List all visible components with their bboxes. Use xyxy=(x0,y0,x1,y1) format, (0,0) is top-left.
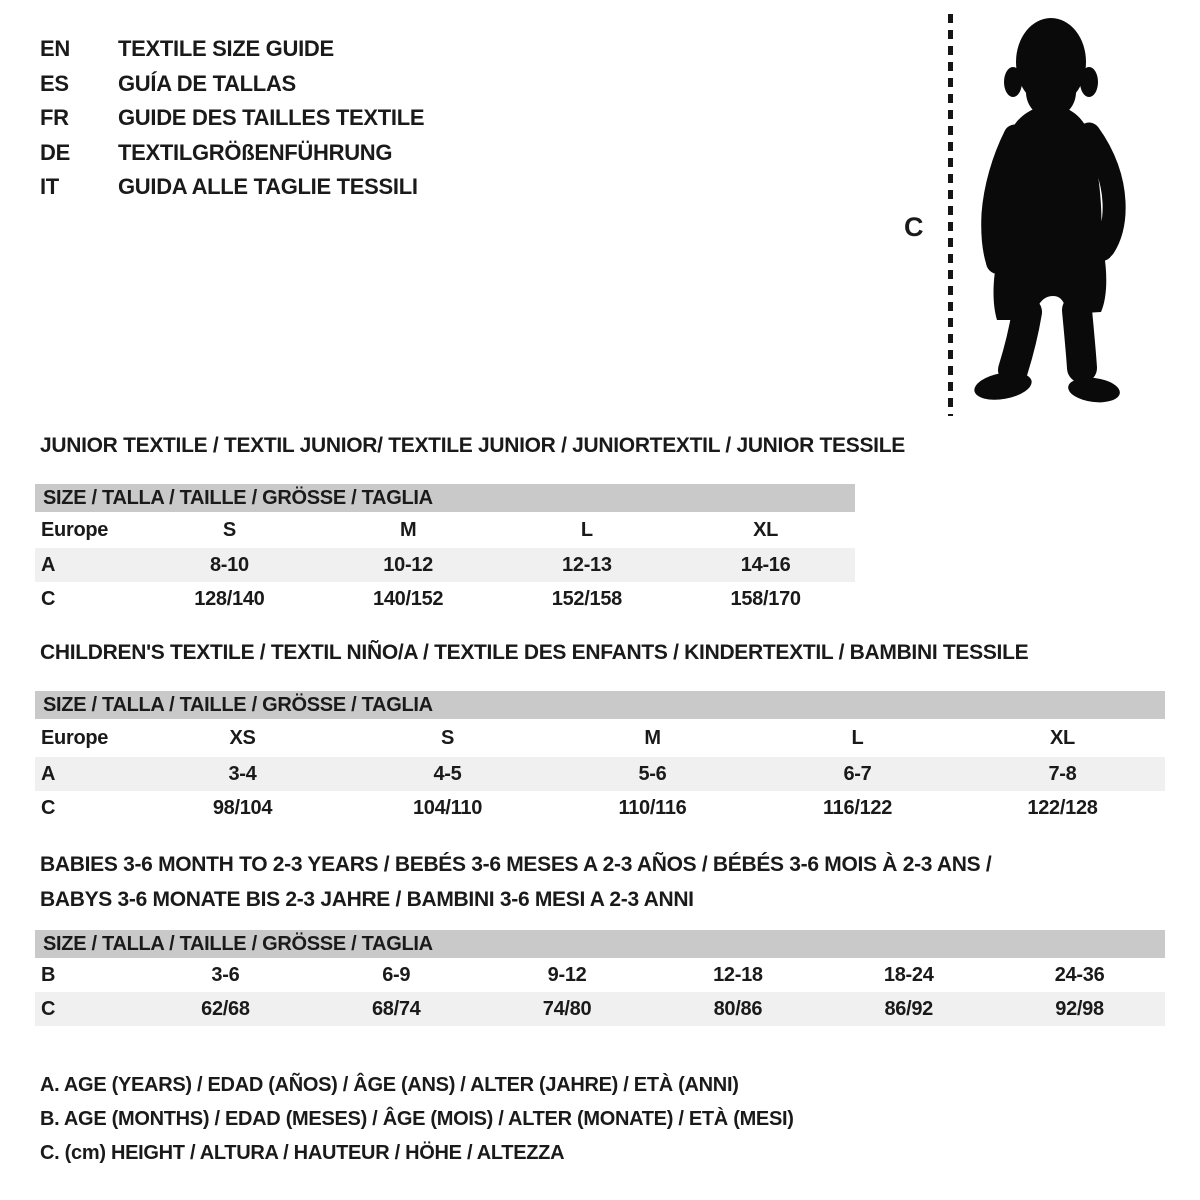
lang-row-it xyxy=(40,170,424,205)
babies-table-title xyxy=(40,847,991,917)
height-measure-label: C xyxy=(904,212,924,242)
lang-title: GUIDE DES TAILLES TEXTILE xyxy=(118,105,425,130)
babies-size-table xyxy=(35,958,1165,1026)
row-label-cell: C xyxy=(41,796,56,819)
table-row xyxy=(35,719,1165,757)
lang-row-de xyxy=(40,136,424,171)
cell: 104/110 xyxy=(412,796,483,819)
babies-title-line1: BABIES 3-6 MONTH TO 2-3 YEARS / BEBÉS 3-6 MESES A 2-3 AÑOS / BÉBÉS 3-6 MOIS À 2-3 ANS / xyxy=(40,853,992,876)
legend-line-a: A. AGE (YEARS) / EDAD (AÑOS) / ÂGE (ANS) / ALTER (JAHRE) / ETÀ (ANNI) xyxy=(40,1074,739,1096)
children-size-table xyxy=(35,719,1165,825)
row-label-cell: B xyxy=(41,963,56,986)
toddler-silhouette xyxy=(963,12,1141,416)
cell: 8-10 xyxy=(209,553,249,576)
children-table-title: CHILDREN'S TEXTILE / TEXTIL NIÑO/A / TEXTILE DES ENFANTS / KINDERTEXTIL / BAMBINI TESSILE xyxy=(40,641,1029,664)
cell: 80/86 xyxy=(713,997,763,1020)
cell: 116/122 xyxy=(822,796,893,819)
cell: 92/98 xyxy=(1055,997,1104,1020)
cell: 152/158 xyxy=(551,587,622,610)
cell: 18-24 xyxy=(883,963,934,986)
cell: 86/92 xyxy=(884,997,933,1020)
cell: 62/68 xyxy=(201,997,250,1020)
row-label-cell: C xyxy=(41,997,56,1020)
cell: 9-12 xyxy=(547,963,587,986)
cell: 12-13 xyxy=(562,553,612,576)
height-measure-dashed-line xyxy=(948,14,953,416)
lang-code: ES xyxy=(40,70,69,96)
cell: 12-18 xyxy=(713,963,763,986)
cell: 4-5 xyxy=(433,762,462,785)
cell: 68/74 xyxy=(371,997,421,1020)
cell: 158/170 xyxy=(730,587,801,610)
children-size-header-bar: SIZE / TALLA / TAILLE / GRÖSSE / TAGLIA xyxy=(35,691,1165,719)
table-row xyxy=(35,958,1165,992)
cell: 14-16 xyxy=(740,553,791,576)
size-column-header: L xyxy=(851,726,864,749)
junior-size-header-bar: SIZE / TALLA / TAILLE / GRÖSSE / TAGLIA xyxy=(35,484,855,512)
size-column-header: S xyxy=(222,518,236,541)
legend-line-b: B. AGE (MONTHS) / EDAD (MESES) / ÂGE (MOIS) / ALTER (MONATE) / ETÀ (MESI) xyxy=(40,1108,794,1130)
lang-row-fr xyxy=(40,101,424,136)
cell: 140/152 xyxy=(373,587,444,610)
lang-row-es xyxy=(40,67,424,102)
table-row xyxy=(35,791,1165,825)
legend-line-c: C. (cm) HEIGHT / ALTURA / HAUTEUR / HÖHE / ALTEZZA xyxy=(40,1142,565,1164)
measurement-legend xyxy=(40,1068,794,1170)
lang-code: IT xyxy=(40,174,59,199)
cell: 128/140 xyxy=(194,587,265,610)
cell: 74/80 xyxy=(542,997,592,1020)
lang-code: FR xyxy=(40,105,69,130)
babies-size-header-bar: SIZE / TALLA / TAILLE / GRÖSSE / TAGLIA xyxy=(35,930,1165,958)
size-column-header: S xyxy=(440,726,455,749)
lang-title: TEXTILE SIZE GUIDE xyxy=(118,36,334,61)
cell: 24-36 xyxy=(1054,963,1105,986)
table-row xyxy=(35,512,855,548)
lang-row-en xyxy=(40,32,424,67)
cell: 3-6 xyxy=(211,963,240,986)
table-row xyxy=(35,548,855,582)
size-column-header: XL xyxy=(1050,726,1075,749)
junior-table-title: JUNIOR TEXTILE / TEXTIL JUNIOR/ TEXTILE JUNIOR / JUNIORTEXTIL / JUNIOR TESSILE xyxy=(40,434,905,457)
babies-title-line2: BABYS 3-6 MONATE BIS 2-3 JAHRE / BAMBINI 3-6 MESI A 2-3 ANNI xyxy=(40,888,694,911)
cell: 10-12 xyxy=(383,553,433,576)
junior-size-table xyxy=(35,512,855,616)
cell: 6-9 xyxy=(382,963,411,986)
table-row xyxy=(35,992,1165,1026)
lang-title: GUIDA ALLE TAGLIE TESSILI xyxy=(118,174,418,199)
cell: 110/116 xyxy=(618,796,687,819)
lang-code: DE xyxy=(40,139,70,165)
cell: 7-8 xyxy=(1048,762,1077,785)
size-column-header: XS xyxy=(229,726,256,749)
size-column-header: L xyxy=(580,518,593,541)
lang-title: TEXTILGRÖßENFÜHRUNG xyxy=(118,139,393,165)
region-label-cell: Europe xyxy=(41,518,109,541)
cell: 98/104 xyxy=(212,796,273,819)
size-column-header: M xyxy=(644,726,661,749)
cell: 5-6 xyxy=(638,762,667,785)
size-column-header: M xyxy=(399,518,417,541)
lang-code: EN xyxy=(40,36,70,61)
row-label-cell: A xyxy=(41,553,56,576)
size-column-header: XL xyxy=(753,518,779,541)
lang-title: GUÍA DE TALLAS xyxy=(118,70,296,96)
cell: 3-4 xyxy=(228,762,257,785)
row-label-cell: A xyxy=(41,762,56,785)
cell: 6-7 xyxy=(843,762,872,785)
language-titles xyxy=(40,32,424,205)
cell: 122/128 xyxy=(1027,796,1098,819)
table-row xyxy=(35,757,1165,791)
region-label-cell: Europe xyxy=(41,726,109,749)
row-label-cell: C xyxy=(41,587,56,610)
table-row xyxy=(35,582,855,616)
